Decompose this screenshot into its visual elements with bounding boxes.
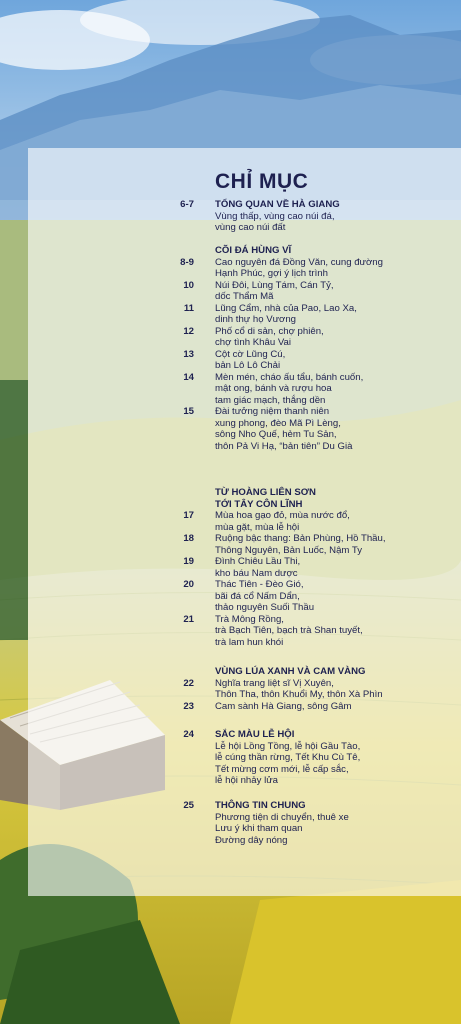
- entry-line: mật ong, bánh và rượu hoa: [215, 383, 332, 394]
- entry-line: kho báu Nam dược: [215, 567, 298, 579]
- entry-line: Tết mừng cơm mới, lễ cấp sắc,: [215, 763, 349, 775]
- entry-line: trà Bạch Tiên, bạch trà Shan tuyết,: [215, 625, 363, 636]
- index-entry: [215, 812, 349, 847]
- entry-line: Mèn mén, cháo ấu tẩu, bánh cuốn,: [215, 371, 364, 383]
- entry-line: dinh thự họ Vương: [215, 314, 297, 325]
- index-entry: [215, 349, 285, 372]
- entry-line: THÔNG TIN CHUNG: [215, 800, 306, 811]
- page-number: 22: [183, 677, 194, 689]
- index-entry: [215, 533, 386, 556]
- entry-line: thôn Pả Vi Hạ, “bản tiên” Du Già: [215, 440, 353, 452]
- entry-line: Vùng thấp, vùng cao núi đá,: [215, 210, 335, 222]
- entry-line: SẮC MÀU LỄ HỘI: [215, 729, 295, 740]
- entry-line: thảo nguyên Suối Thầu: [215, 602, 315, 613]
- page-title: CHỈ MỤC: [215, 170, 309, 193]
- page-number: 6-7: [180, 199, 194, 210]
- index-entry: [215, 406, 352, 452]
- section-title: CÕI ĐÁ HÙNG VĨ: [215, 245, 292, 256]
- entry-line: dốc Thẩm Mã: [215, 291, 274, 302]
- page-number: 15: [183, 406, 194, 417]
- entry-line: Núi Đôi, Lùng Tám, Cán Tỷ,: [215, 279, 334, 291]
- entry-line: Phố cổ di sản, chợ phiên,: [215, 325, 324, 337]
- entry-line: lễ hội nhảy lửa: [215, 775, 278, 786]
- entry-line: bản Lô Lô Chải: [215, 360, 281, 371]
- entry-line: Đài tưởng niệm thanh niên: [215, 406, 330, 417]
- page-number: 13: [183, 348, 194, 360]
- page-number: 25: [183, 800, 194, 811]
- index-entry: [215, 257, 383, 280]
- section-heading: [215, 199, 340, 211]
- entry-line: Mùa hoa gạo đỏ, mùa nước đổ,: [215, 510, 350, 521]
- section-title: TỪ HOÀNG LIÊN SƠN TỚI TÂY CÔN LĨNH: [215, 487, 316, 510]
- entry-line: Phương tiện di chuyển, thuê xe: [215, 811, 349, 823]
- entry-line: Hạnh Phúc, gợi ý lịch trình: [215, 268, 328, 279]
- section-title: VÙNG LÚA XANH VÀ CAM VÀNG: [215, 666, 366, 677]
- entry-line: Cao nguyên đá Đồng Văn, cung đường: [215, 256, 383, 268]
- index-entry: [215, 678, 383, 701]
- entry-line: trà lam hun khói: [215, 636, 284, 648]
- index-entry: [215, 372, 363, 407]
- entry-line: tam giác mạch, thắng dền: [215, 394, 326, 406]
- page-number: 23: [183, 700, 194, 712]
- index-entry: [215, 326, 324, 349]
- page-number: 14: [183, 371, 194, 383]
- entry-line: Lũng Cẩm, nhà của Pao, Lao Xa,: [215, 302, 357, 314]
- page-number: 19: [183, 556, 194, 567]
- index-entry: [215, 614, 363, 649]
- entry-line: Trà Mông Rồng,: [215, 613, 284, 625]
- entry-line: xung phong, đèo Mã Pì Lèng,: [215, 417, 341, 429]
- section-heading: [215, 800, 306, 812]
- entry-line: Ruộng bậc thang: Bản Phùng, Hồ Thầu,: [215, 533, 386, 544]
- page-number: 10: [183, 279, 194, 291]
- entry-line: chợ tình Khâu Vai: [215, 337, 291, 348]
- index-entry: [215, 556, 300, 579]
- page-number: 17: [183, 510, 194, 521]
- index-entry: [215, 741, 360, 787]
- entry-line: bãi đá cổ Nấm Dẩn,: [215, 590, 300, 602]
- entry-line: mùa gặt, mùa lễ hội: [215, 521, 300, 533]
- entry-line: lễ cúng thần rừng, Tết Khu Cù Tê,: [215, 752, 361, 763]
- entry-line: Đình Chiêu Lầu Thi,: [215, 556, 301, 567]
- page-number: 18: [183, 533, 194, 544]
- entry-line: Lễ hội Lồng Tồng, lễ hội Gầu Tào,: [215, 740, 361, 752]
- page-number: 8-9: [180, 256, 194, 268]
- index-entry: [215, 579, 314, 614]
- entry-line: Thông Nguyên, Bản Luốc, Nậm Ty: [215, 544, 363, 556]
- page-number: 20: [183, 579, 194, 590]
- entry-line: Cam sành Hà Giang, sông Gâm: [215, 700, 352, 712]
- entry-line: Thác Tiên - Đèo Gió,: [215, 579, 304, 590]
- entry-line: vùng cao núi đất: [215, 222, 286, 233]
- entry-line: TỔNG QUAN VỀ HÀ GIANG: [215, 199, 340, 210]
- page-number: 24: [183, 729, 194, 740]
- entry-line: Đường dây nóng: [215, 834, 288, 846]
- index-entry: [215, 701, 352, 713]
- page-number: 11: [183, 302, 194, 314]
- index-entry: [215, 303, 357, 326]
- entry-line: Nghĩa trang liệt sĩ Vị Xuyên,: [215, 677, 334, 689]
- entry-line: Lưu ý khi tham quan: [215, 823, 303, 834]
- index-entry: [215, 211, 334, 234]
- page-number: 21: [183, 613, 194, 625]
- entry-line: Cột cờ Lũng Cú,: [215, 348, 286, 360]
- index-entry: [215, 510, 350, 533]
- entry-line: sông Nho Quế, hẻm Tu Sản,: [215, 429, 337, 440]
- index-entry: [215, 280, 334, 303]
- entry-line: Thôn Tha, thôn Khuổi My, thôn Xà Phìn: [215, 689, 383, 700]
- section-heading: [215, 729, 294, 741]
- page-number: 12: [183, 325, 194, 337]
